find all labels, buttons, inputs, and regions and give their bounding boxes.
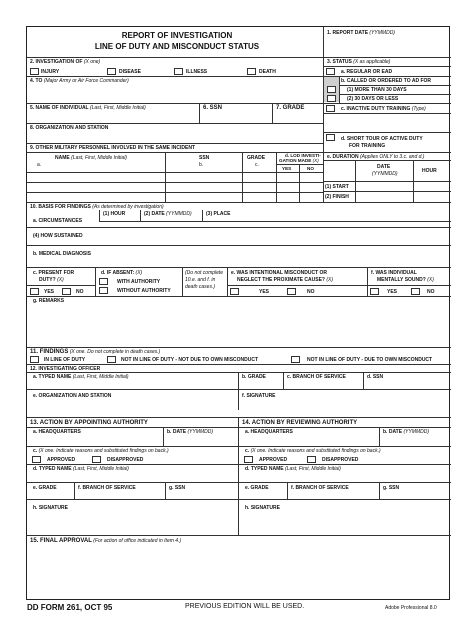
item15-label: 15. FINAL APPROVAL (For action of office indicated in Item 4.) — [30, 538, 182, 544]
sound-no-checkbox[interactable] — [411, 288, 420, 295]
remarks-field[interactable] — [29, 305, 449, 345]
mentally-sound-label2: MENTALLY SOUND? (X) — [377, 277, 434, 283]
item9-col-lod2: GATION MADE (X) — [279, 158, 319, 163]
io-name-label: a. TYPED NAME (Last, First, Middle Initial) — [33, 374, 129, 380]
misconduct-label: e. WAS INTENTIONAL MISCONDUCT OR — [231, 270, 328, 276]
item6-label: 6. SSN — [203, 105, 223, 111]
item3-label: 3. STATUS (X as applicable) — [327, 59, 391, 65]
ra-approved-checkbox[interactable] — [244, 456, 253, 463]
final-approval-field[interactable] — [29, 545, 449, 597]
status-b2-checkbox[interactable] — [327, 95, 336, 102]
ra-c-label: c. (X one. Indicate reasons and substituted findings on back.) — [245, 448, 381, 454]
injury-checkbox[interactable] — [30, 68, 39, 75]
software-note: Adobe Professional 8.0 — [385, 605, 437, 611]
ra-approved-label: APPROVED — [259, 457, 288, 463]
ra-hq-label: a. HEADQUARTERS — [245, 429, 293, 435]
item9-col-a: a. — [37, 162, 42, 168]
findings-nlod-own-checkbox[interactable] — [291, 356, 300, 363]
present-for-duty-label2: DUTY? (X) — [39, 277, 64, 283]
aa-hq-label: a. HEADQUARTERS — [33, 429, 81, 435]
with-authority-checkbox[interactable] — [99, 278, 108, 285]
duration-date-label: DATE — [377, 164, 391, 170]
item9-col-grade: GRADE — [247, 155, 266, 161]
dd-form-261 — [26, 26, 450, 600]
item13-label: 13. ACTION BY APPOINTING AUTHORITY — [30, 420, 148, 426]
present-yes-label: YES — [44, 289, 55, 295]
item5-label: 5. NAME OF INDIVIDUAL (Last, First, Middle Initial) — [30, 105, 146, 111]
aa-approved-label: APPROVED — [47, 457, 76, 463]
note-line1: (Do not complete — [185, 270, 224, 276]
item9-col-lod: d. LOD INVESTI- — [285, 153, 321, 158]
note-line3: death cases.) — [185, 284, 216, 290]
item14-label: 14. ACTION BY REVIEWING AUTHORITY — [242, 420, 358, 426]
without-authority-label: WITHOUT AUTHORITY — [117, 288, 171, 294]
item9-yes: YES — [282, 166, 292, 171]
aa-name-label: d. TYPED NAME (Last, First, Middle Initial) — [33, 466, 129, 472]
status-a-label: a. REGULAR OR EAD — [341, 69, 393, 75]
item2-label: 2. INVESTIGATION OF (X one) — [30, 59, 101, 65]
status-b1-checkbox[interactable] — [327, 86, 336, 93]
ra-branch-label: f. BRANCH OF SERVICE — [291, 485, 349, 491]
ra-signature-label: h. SIGNATURE — [245, 505, 280, 511]
item8-label: 8. ORGANIZATION AND STATION — [30, 125, 109, 131]
io-branch-label: c. BRANCH OF SERVICE — [287, 374, 346, 380]
report-date-field[interactable] — [327, 37, 447, 55]
aa-disapproved-checkbox[interactable] — [92, 456, 101, 463]
duration-start-label: (1) START — [325, 184, 349, 190]
sound-yes-checkbox[interactable] — [370, 288, 379, 295]
ra-name-label: d. TYPED NAME (Last, First, Middle Initial) — [245, 466, 341, 472]
ra-ssn-label: g. SSN — [383, 485, 400, 491]
medical-diagnosis-label: b. MEDICAL DIAGNOSIS — [33, 251, 91, 257]
item9-no: NO — [307, 166, 314, 171]
death-label: DEATH — [259, 69, 276, 75]
circumstances-label: a. CIRCUMSTANCES — [33, 218, 83, 224]
findings-nlod-not-own-checkbox[interactable] — [107, 356, 116, 363]
ra-disapproved-checkbox[interactable] — [307, 456, 316, 463]
duration-date-fmt: (YYMMDD) — [372, 171, 398, 177]
edition-note: PREVIOUS EDITION WILL BE USED. — [185, 603, 305, 610]
io-org-label: e. ORGANIZATION AND STATION — [33, 393, 112, 399]
io-grade-label: b. GRADE — [242, 374, 266, 380]
form-number: DD FORM 261, OCT 95 — [27, 603, 113, 612]
aa-c-label: c. (X one. Indicate reasons and substituted findings on back.) — [33, 448, 169, 454]
present-no-label: NO — [76, 289, 84, 295]
status-b1-label: (1) MORE THAN 30 DAYS — [347, 87, 407, 93]
findings-lod-label: IN LINE OF DUTY — [44, 357, 86, 363]
form-title-line1: REPORT OF INVESTIGATION — [121, 31, 233, 40]
basis-hour-label: (1) HOUR — [103, 211, 126, 217]
status-b2-label: (2) 30 DAYS OR LESS — [347, 96, 399, 102]
misconduct-yes-label: YES — [259, 289, 270, 295]
status-b-label: b. CALLED OR ORDERED TO AD FOR — [341, 78, 431, 84]
how-sustained-label: (4) HOW SUSTAINED — [33, 233, 83, 239]
disease-label: DISEASE — [119, 69, 141, 75]
item4-label: 4. TO (Major Army or Air Force Commander) — [30, 78, 129, 84]
aa-disapproved-label: DISAPPROVED — [107, 457, 144, 463]
status-a-checkbox[interactable] — [326, 68, 335, 75]
form-title-line2: LINE OF DUTY AND MISCONDUCT STATUS — [94, 42, 260, 51]
illness-checkbox[interactable] — [174, 68, 183, 75]
status-c-label: c. INACTIVE DUTY TRAINING (Type) — [341, 106, 426, 112]
status-d-checkbox[interactable] — [326, 134, 335, 141]
duration-hour-label: HOUR — [422, 168, 437, 174]
disease-checkbox[interactable] — [107, 68, 116, 75]
aa-ssn-label: g. SSN — [169, 485, 186, 491]
item7-label: 7. GRADE — [276, 105, 305, 111]
remarks-label: g. REMARKS — [33, 298, 65, 304]
misconduct-no-label: NO — [307, 289, 315, 295]
item12-label: 12. INVESTIGATING OFFICER — [30, 366, 101, 372]
item9-col-c: c. — [255, 162, 259, 168]
with-authority-label: WITH AUTHORITY — [117, 279, 161, 285]
duration-finish-label: (2) FINISH — [325, 194, 349, 200]
injury-label: INJURY — [41, 69, 60, 75]
present-no-checkbox[interactable] — [62, 288, 71, 295]
ra-disapproved-label: DISAPPROVED — [322, 457, 359, 463]
present-yes-checkbox[interactable] — [30, 288, 39, 295]
findings-nlod-not-own-label: NOT IN LINE OF DUTY - NOT DUE TO OWN MISCONDUCT — [121, 357, 259, 363]
sound-no-label: NO — [427, 289, 435, 295]
status-d-label2: FOR TRAINING — [349, 143, 386, 149]
item9-label: 9. OTHER MILITARY PERSONNEL INVOLVED IN THE SAME INCIDENT — [30, 145, 196, 151]
ra-grade-label: e. GRADE — [245, 485, 269, 491]
findings-lod-checkbox[interactable] — [30, 356, 39, 363]
status-e-label: e. DURATION (Applies ONLY to 3.c. and d.) — [327, 154, 425, 160]
ra-date-label: b. DATE (YYMMDD) — [383, 429, 430, 435]
mentally-sound-label: f. WAS INDIVIDUAL — [371, 270, 417, 276]
item9-col-ssn: SSN — [199, 155, 210, 161]
if-absent-label: d. IF ABSENT: (X) — [101, 270, 143, 276]
item11-label: 11. FINDINGS (X one. Do not complete in death cases.) — [30, 349, 161, 355]
item10-label: 10. BASIS FOR FINDINGS (As determined by investigation) — [30, 204, 164, 210]
misconduct-label2: NEGLECT THE PROXIMATE CAUSE? (X) — [237, 277, 334, 283]
status-c-checkbox[interactable] — [326, 105, 335, 112]
status-d-label: d. SHORT TOUR OF ACTIVE DUTY — [341, 136, 423, 142]
basis-place-label: (3) PLACE — [206, 211, 231, 217]
note-line2: 10.e. and f. in — [185, 277, 216, 283]
illness-label: ILLNESS — [186, 69, 208, 75]
item9-col-name: NAME (Last, First, Middle Initial) — [55, 155, 127, 161]
report-date-label: 1. REPORT DATE (YYMMDD) — [327, 30, 395, 36]
death-checkbox[interactable] — [247, 68, 256, 75]
aa-approved-checkbox[interactable] — [32, 456, 41, 463]
aa-date-label: b. DATE (YYMMDD) — [167, 429, 214, 435]
aa-branch-label: f. BRANCH OF SERVICE — [78, 485, 136, 491]
without-authority-checkbox[interactable] — [99, 287, 108, 294]
sound-yes-label: YES — [387, 289, 398, 295]
io-signature-label: f. SIGNATURE — [242, 393, 276, 399]
misconduct-no-checkbox[interactable] — [287, 288, 296, 295]
findings-nlod-own-label: NOT IN LINE OF DUTY - DUE TO OWN MISCONDUCT — [307, 357, 433, 363]
aa-grade-label: e. GRADE — [33, 485, 57, 491]
item9-col-b: b. — [199, 162, 204, 168]
misconduct-yes-checkbox[interactable] — [230, 288, 239, 295]
present-for-duty-label: c. PRESENT FOR — [33, 270, 75, 276]
io-ssn-label: d. SSN — [367, 374, 384, 380]
aa-signature-label: h. SIGNATURE — [33, 505, 68, 511]
basis-date-label: (2) DATE (YYMMDD) — [144, 211, 192, 217]
